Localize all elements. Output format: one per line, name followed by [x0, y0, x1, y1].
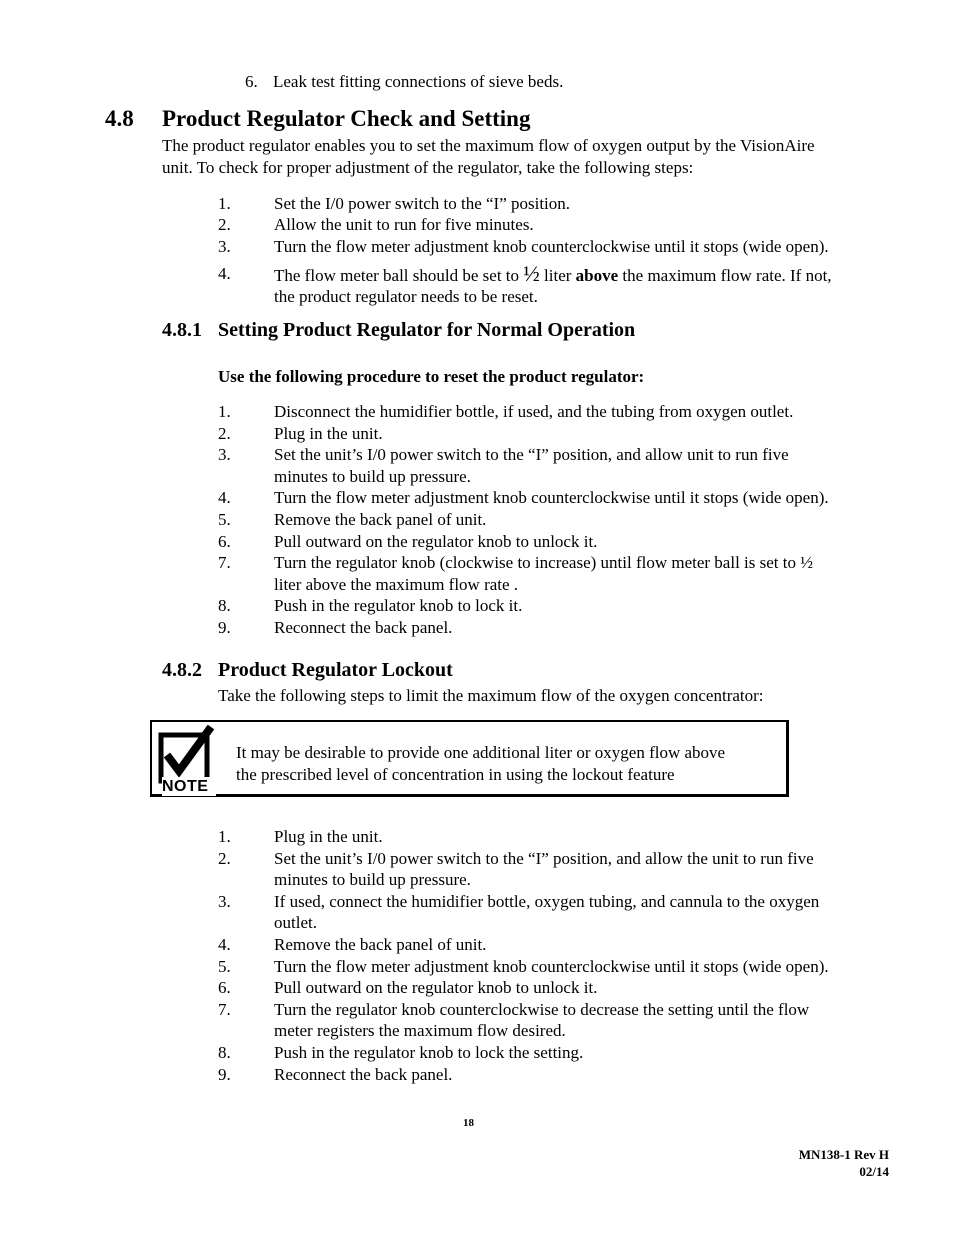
step-line: Plug in the unit.	[274, 827, 383, 846]
step-number: 4.	[218, 264, 231, 283]
step-number: 7.	[218, 999, 231, 1019]
step-line: Turn the flow meter adjustment knob counterclockwise until it stops (wide open).	[274, 488, 829, 508]
subsection-number: 4.8.2	[162, 659, 202, 681]
step4-mid: liter	[539, 266, 576, 285]
step-number: 1.	[218, 194, 231, 213]
section-intro-line1: The product regulator enables you to set the maximum flow of oxygen output by the VisionAire	[162, 136, 815, 155]
step-number: 4.	[218, 935, 231, 954]
step-line: Plug in the unit.	[274, 423, 383, 443]
subsection-title: Setting Product Regulator for Normal Operation	[218, 319, 636, 341]
step-number: 6.	[218, 978, 231, 998]
step-number: 5.	[218, 956, 231, 976]
step-number: 4.	[218, 488, 231, 508]
step-line: Push in the regulator knob to lock it.	[274, 596, 523, 616]
step-line: minutes to build up pressure.	[274, 466, 471, 486]
step-line: Remove the back panel of unit.	[274, 935, 487, 954]
step-number: 7.	[218, 553, 231, 573]
prev-step-number: 6.	[245, 72, 258, 91]
step-text: the product regulator needs to be reset.	[274, 287, 538, 306]
step4-emphasis: above	[575, 266, 619, 285]
document-id: MN138-1 Rev H	[798, 1147, 889, 1162]
step-number: 3.	[218, 237, 231, 256]
step-number: 9.	[218, 1064, 231, 1084]
step-text	[274, 595, 899, 617]
note-box	[150, 720, 789, 797]
step-text	[274, 552, 899, 595]
step-number: 3.	[218, 445, 231, 465]
step-text	[274, 1042, 899, 1064]
step4-post: the maximum flow rate. If not,	[618, 266, 832, 285]
note-line: the prescribed level of concentration in using the lockout feature	[236, 764, 675, 784]
step-number: 8.	[218, 596, 231, 616]
step-line: Disconnect the humidifier bottle, if used, and the tubing from oxygen outlet.	[274, 402, 794, 421]
page-number: 18	[463, 1117, 474, 1129]
step-number: 1.	[218, 402, 231, 421]
step-line: Remove the back panel of unit.	[274, 510, 487, 529]
step-text	[274, 934, 899, 956]
step-line: Turn the regulator knob counterclockwise to decrease the setting until the flow	[274, 999, 810, 1019]
step-text: Turn the flow meter adjustment knob counterclockwise until it stops (wide open).	[274, 237, 829, 256]
step-line: Pull outward on the regulator knob to unlock it.	[274, 531, 598, 551]
document-date: 02/14	[859, 1164, 889, 1179]
step-text	[274, 826, 899, 848]
step-line: Set the unit’s I/0 power switch to the “I” position, and allow unit to run five	[274, 445, 789, 465]
step-text: Allow the unit to run for five minutes.	[274, 215, 534, 234]
step-line: minutes to build up pressure.	[274, 870, 471, 890]
step4-pre: The flow meter ball should be set to	[274, 266, 524, 285]
step-number: 2.	[218, 215, 231, 234]
step-text	[274, 444, 899, 487]
step-text	[274, 509, 899, 531]
section-number: 4.8	[105, 106, 134, 131]
step-line: Set the unit’s I/0 power switch to the “I” position, and allow the unit to run five	[274, 848, 814, 868]
note-text	[236, 742, 781, 785]
step-number: 6.	[218, 531, 231, 551]
step-text: Set the I/0 power switch to the “I” position.	[274, 194, 571, 213]
step-text	[274, 891, 899, 934]
step-text	[274, 423, 899, 445]
step-line: Reconnect the back panel.	[274, 1064, 453, 1084]
step-number: 2.	[218, 848, 231, 868]
step-line: Push in the regulator knob to lock the setting.	[274, 1043, 584, 1062]
step-line: If used, connect the humidifier bottle, oxygen tubing, and cannula to the oxygen	[274, 891, 820, 911]
step-number: 9.	[218, 618, 231, 637]
section-title: Product Regulator Check and Setting	[162, 106, 531, 131]
section-intro-line2: unit. To check for proper adjustment of the regulator, take the following steps:	[162, 158, 694, 177]
step-text	[274, 956, 899, 978]
step-number: 2.	[218, 423, 231, 443]
step-line: Pull outward on the regulator knob to unlock it.	[274, 978, 598, 998]
step-text	[274, 531, 899, 553]
step-text	[274, 977, 899, 999]
step-text	[274, 848, 899, 891]
fraction-half: ½	[523, 261, 540, 286]
step-line: Turn the flow meter adjustment knob counterclockwise until it stops (wide open).	[274, 956, 829, 976]
prev-step-text: Leak test fitting connections of sieve beds.	[273, 72, 564, 91]
step-text	[274, 999, 899, 1042]
note-line: It may be desirable to provide one additional liter or oxygen flow above	[236, 743, 726, 762]
procedure-lead: Take the following steps to limit the maximum flow of the oxygen concentrator:	[218, 686, 764, 705]
subsection-number: 4.8.1	[162, 319, 202, 341]
subsection-title: Product Regulator Lockout	[218, 659, 453, 681]
step-line: outlet.	[274, 913, 317, 933]
step-text	[274, 617, 899, 639]
step-number: 1.	[218, 827, 231, 846]
procedure-lead: Use the following procedure to reset the product regulator:	[218, 367, 645, 386]
step-text	[274, 1064, 899, 1086]
step-line: liter above the maximum flow rate .	[274, 574, 519, 594]
step-line: Reconnect the back panel.	[274, 618, 453, 637]
step-number: 5.	[218, 510, 231, 529]
step-text	[274, 263, 899, 287]
step-text	[274, 401, 899, 423]
step-line: meter registers the maximum flow desired.	[274, 1021, 566, 1041]
step-line: Turn the regulator knob (clockwise to increase) until flow meter ball is set to ½	[274, 553, 813, 573]
note-label: NOTE	[162, 777, 216, 796]
step-text	[274, 487, 899, 509]
step-number: 3.	[218, 891, 231, 911]
step-number: 8.	[218, 1043, 231, 1062]
